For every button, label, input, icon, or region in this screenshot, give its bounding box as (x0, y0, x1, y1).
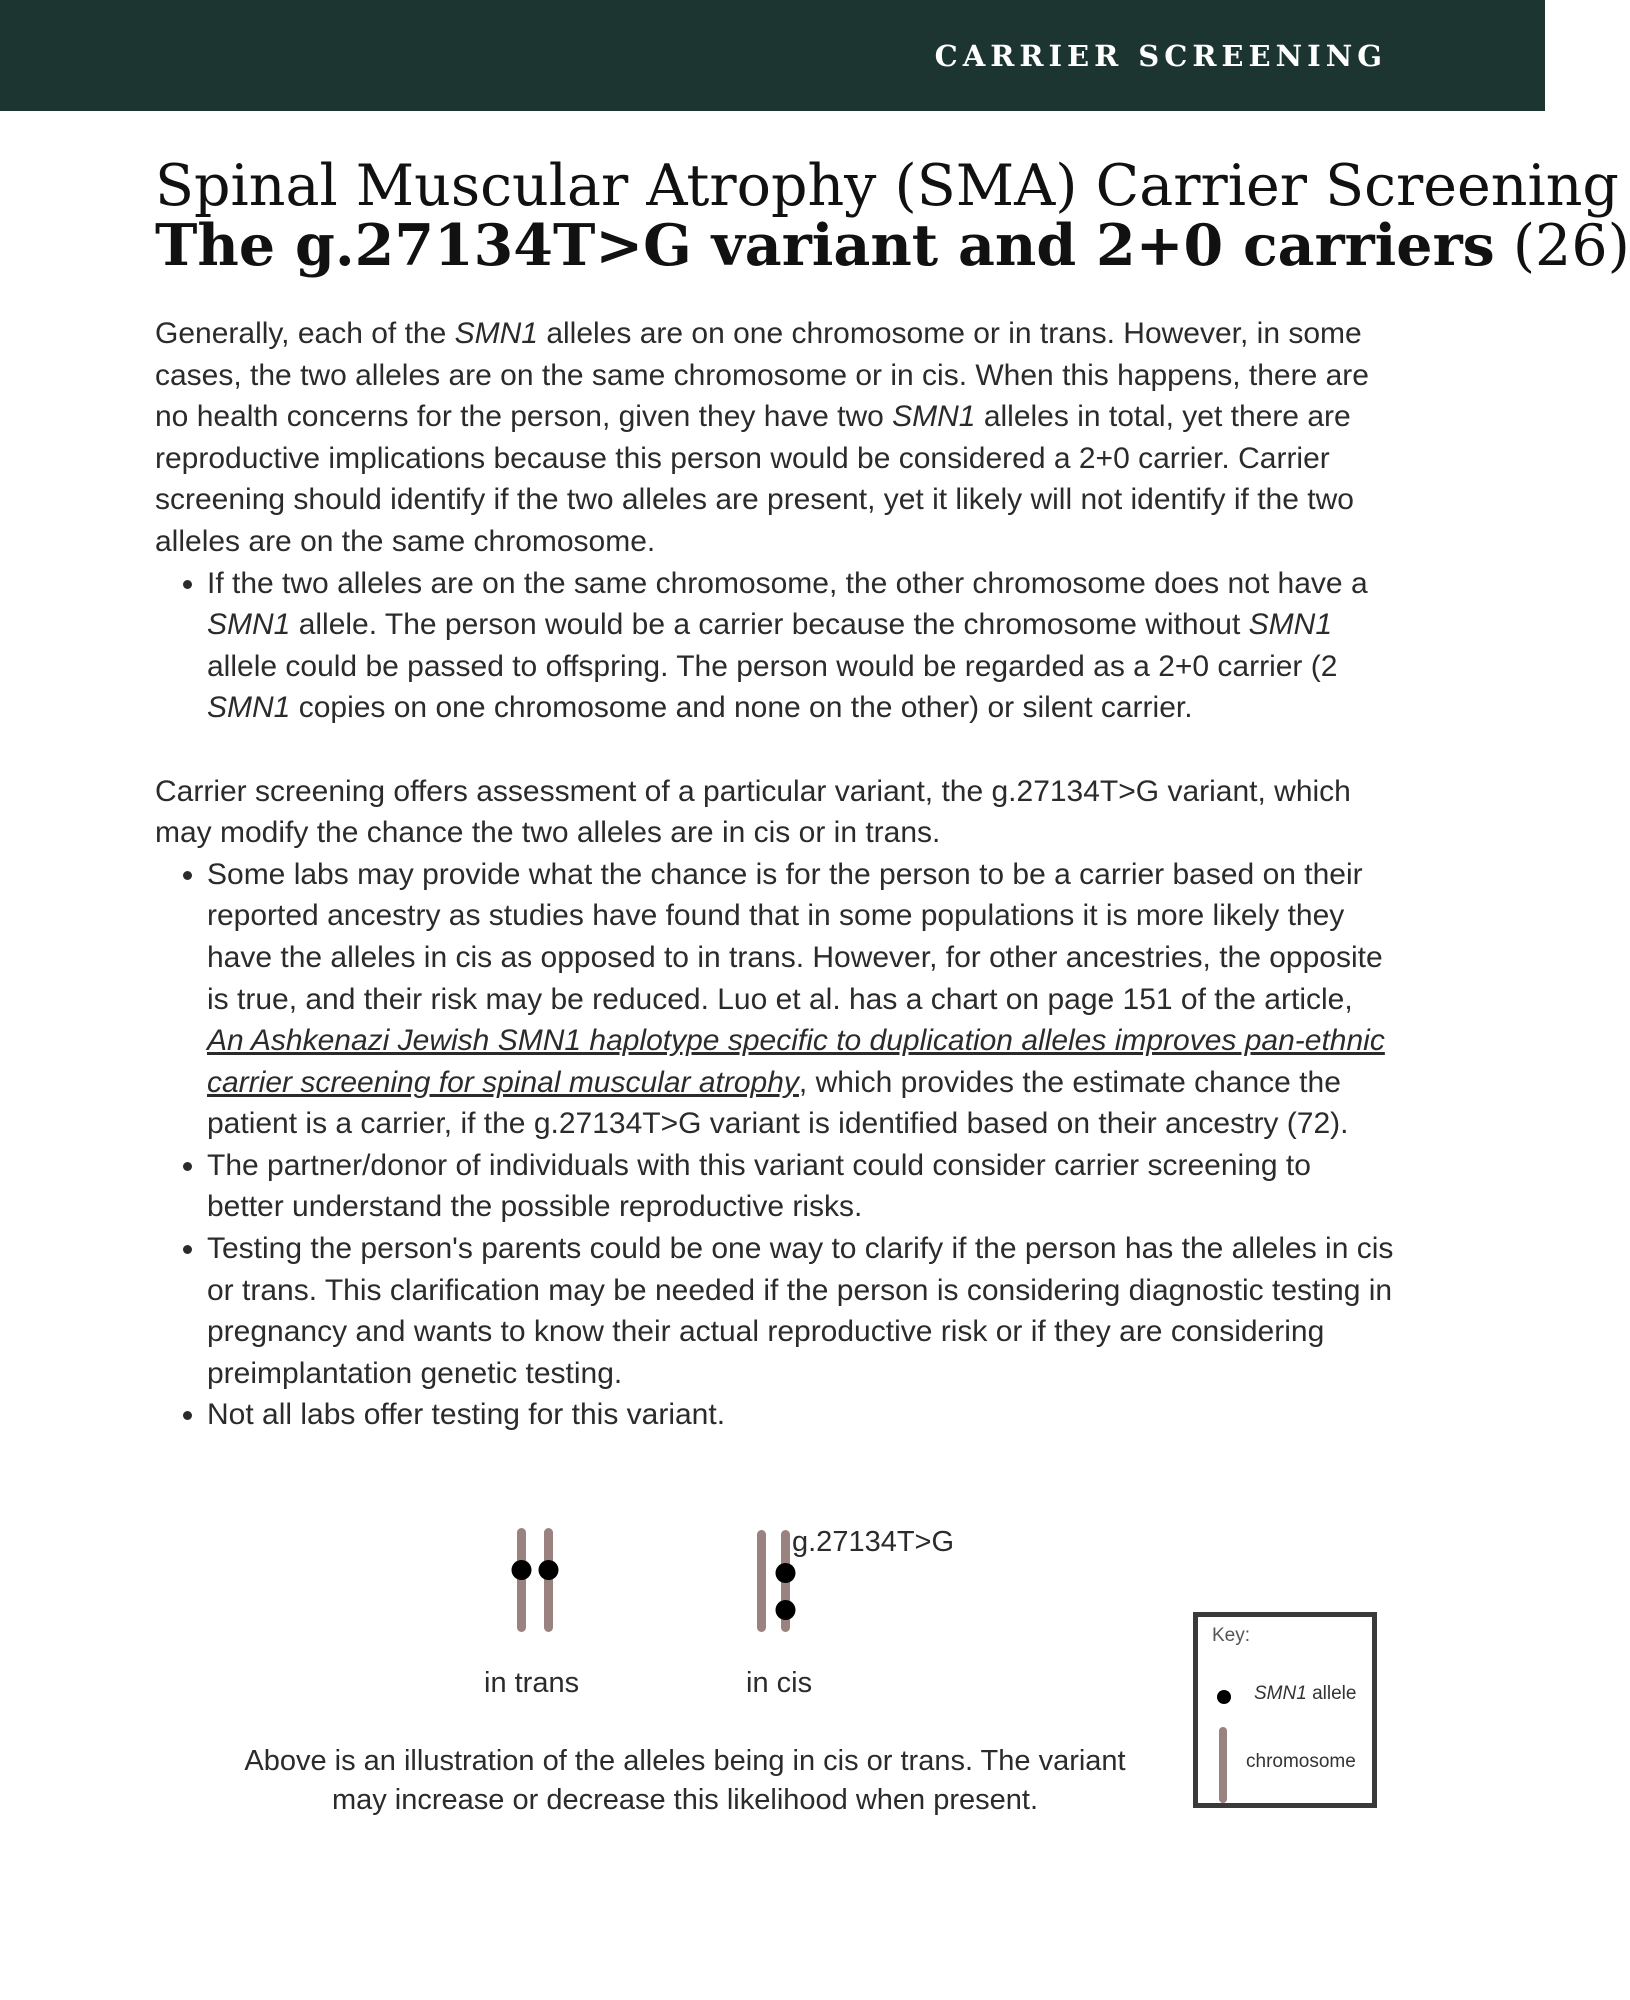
smn1-allele (512, 1560, 532, 1580)
gene-name: SMN1 (207, 608, 291, 642)
text-run: , which provides the estimate chance the patient is a carrier, if the g.27134T>G variant is identified based on their ancestry (72). (207, 1065, 1349, 1141)
list-item (207, 563, 1395, 729)
chromosome (757, 1530, 766, 1632)
gene-name: SMN1 (1248, 608, 1333, 642)
variant-label: g.27134T>G (792, 1526, 955, 1558)
gene-name: SMN1 (454, 317, 538, 350)
in-trans-label: in trans (484, 1667, 580, 1699)
smn1-allele (776, 1600, 796, 1620)
key-allele-label (1254, 1683, 1356, 1705)
text-run: Some labs may provide what the chance is for the person to be a carrier based on their reported ancestry as studies have found that in some populations it is more likely they have the alleles in cis as opposed to in trans. However, for other ancestries, the opposite is true, and their risk may be reduced. Luo et al. has a chart on page 151 of the article, (207, 857, 1383, 1016)
text-run: allele (1306, 1683, 1357, 1704)
article-link[interactable]: An Ashkenazi Jewish SMN1 haplotype specific to duplication alleles improves pan-ethnic carrier screening for spinal muscular atrophy (207, 1024, 1385, 1099)
section2-intro: Carrier screening offers assessment of a particular variant, the g.27134T>G variant, which may modify the chance the two alleles are in cis or in trans. (155, 774, 1351, 850)
text-run: Generally, each of the (155, 317, 455, 350)
body-text (155, 313, 1395, 1436)
gene-name: SMN1 (207, 691, 291, 725)
key-title: Key: (1212, 1625, 1251, 1646)
title-line-1: Spinal Muscular Atrophy (SMA) Carrier Screening (155, 153, 1619, 219)
text-run: alleles are on one chromosome or in trans. However, in some cases, the two alleles are on the same chromosome or in cis. When this happens, there are no health concerns for the person, given they have two (155, 317, 1369, 434)
smn1-allele (539, 1560, 559, 1580)
list-item: • Testing the person's parents could be one way to clarify if the person has the alleles in cis or trans. This clarification may be needed if the person is considering diagnostic testing in pregnancy and wants to know their actual reproductive risk or if they are considering preimplantation genetic testing. (207, 1228, 1395, 1394)
in-cis-label: in cis (746, 1667, 813, 1699)
list-item: • The partner/donor of individuals with this variant could consider carrier screening to better understand the possible reproductive risks. (207, 1145, 1395, 1228)
title-reference: (26) (1494, 213, 1630, 279)
in-trans-illustration (505, 1525, 565, 1635)
key-chromosome-label: chromosome (1246, 1751, 1356, 1772)
title-line-2 (155, 212, 1630, 279)
section1-intro (155, 313, 1395, 563)
section2-list (155, 854, 1395, 1436)
list-item (207, 854, 1395, 1145)
text-run: allele. The person would be a carrier because the chromosome without (290, 608, 1249, 642)
list-item: • Not all labs offer testing for this variant. (207, 1394, 1395, 1436)
gene-name: SMN1 (892, 400, 976, 434)
page-title (155, 153, 1630, 279)
text-run: If the two alleles are on the same chromosome, the other chromosome does not have a (207, 566, 1368, 600)
title-bold: The g.27134T>G variant and 2+0 carriers (155, 212, 1495, 279)
figure-caption: Above is an illustration of the alleles being in cis or trans. The variant may increase or decrease this likelihood when present. (244, 1745, 1126, 1816)
text-run: copies on one chromosome and none on the other) or silent carrier. (290, 691, 1193, 725)
gene-name: SMN1 (1254, 1683, 1307, 1704)
text-run: alleles in total, yet there are reproductive implications because this person would be considered a 2+0 carrier. Carrier screening should identify if the two alleles are present, yet it likely will not identify if the two alleles are on the same chromosome. (155, 400, 1354, 558)
text-run: allele could be passed to offspring. The person would be regarded as a 2+0 carrier (2 (207, 649, 1338, 683)
chromosome-bar-icon (1218, 1727, 1228, 1803)
section1-list (155, 563, 1395, 729)
header-label: CARRIER SCREENING (934, 39, 1387, 73)
legend-key (1193, 1612, 1377, 1808)
allele-dot-icon (1216, 1689, 1232, 1705)
spacer (155, 729, 1395, 771)
header-bar (0, 0, 1545, 111)
smn1-allele (776, 1563, 796, 1583)
